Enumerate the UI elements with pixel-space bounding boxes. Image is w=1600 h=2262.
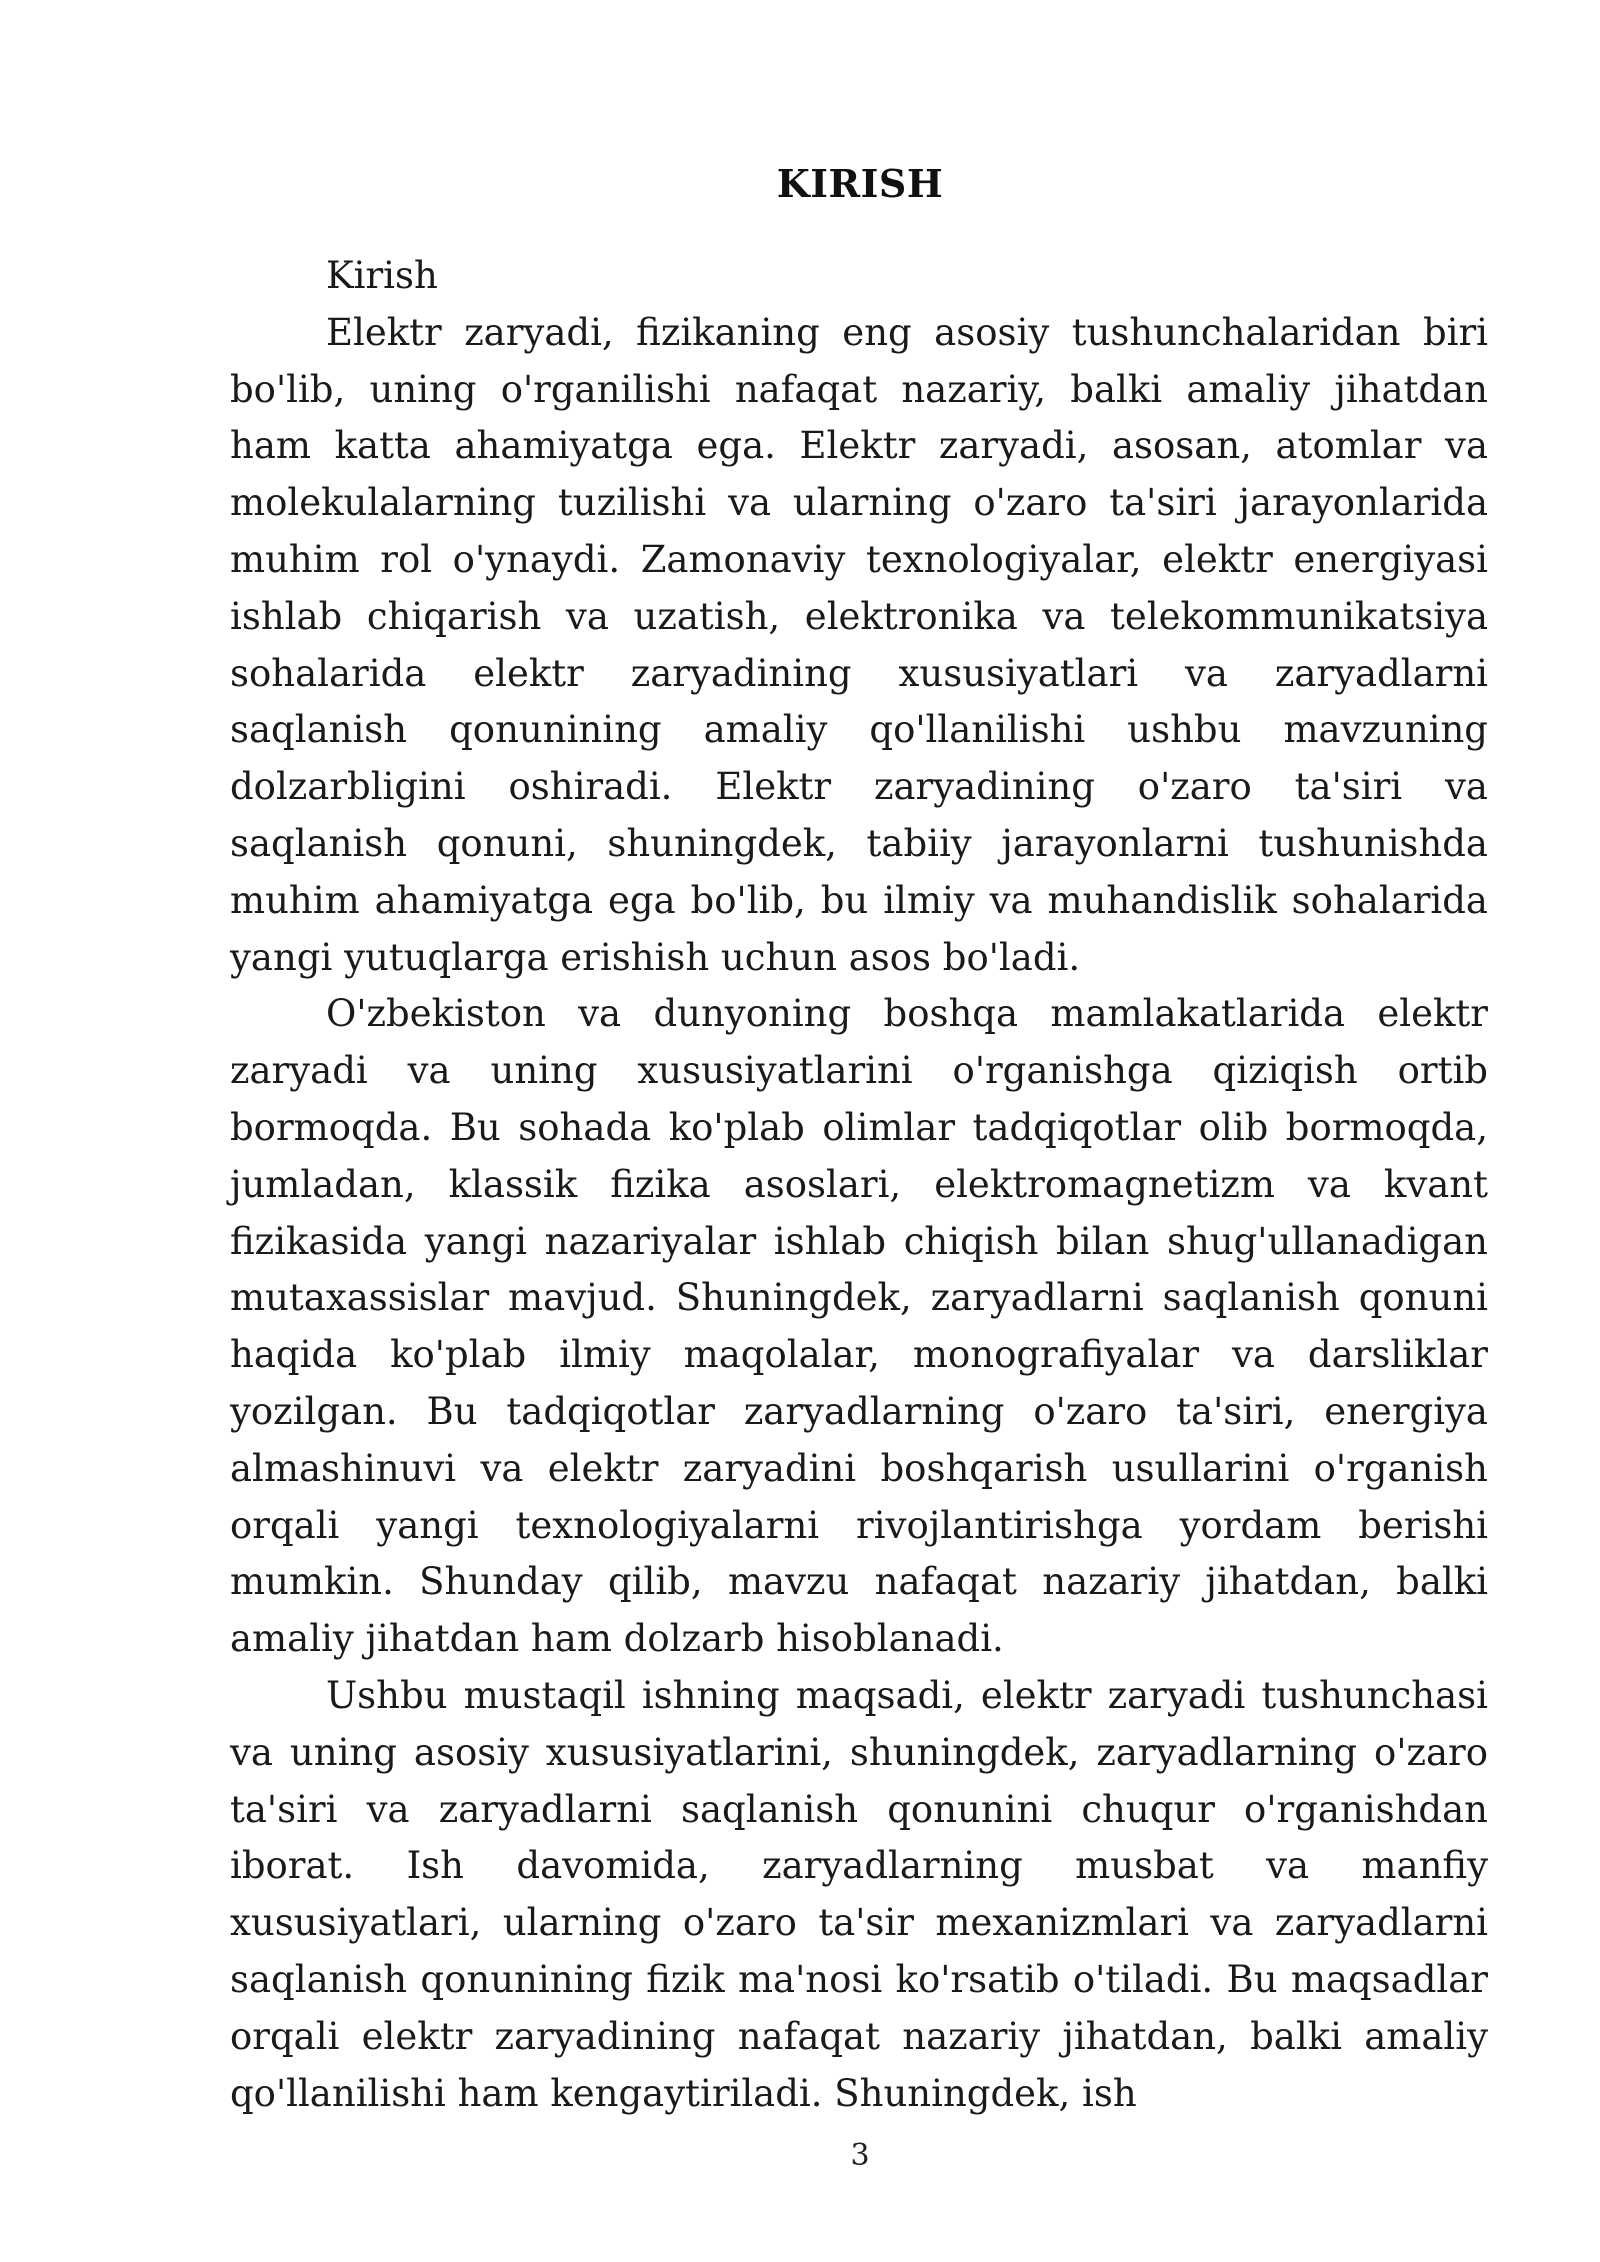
paragraph-3: Ushbu mustaqil ishning maqsadi, elektr zaryadi tushunchasi va uning asosiy xususiyatlarini, shuningdek, zaryadlarning o'zaro ta'siri va zaryadlarni saqlanish qonunini chuqur o'rganishdan iborat. Ish davomida, zaryadlarning musbat va manfiy xususiyatlari, ularning o'zaro ta'sir mexanizmlari va zaryadlarni saqlanish qonunining fizik ma'nosi ko'rsatib o'tiladi. Bu maqsadlar orqali elektr zaryadining nafaqat nazariy jihatdan, balki amaliy qo'llanilishi ham kengaytiriladi. Shuningdek, ish	[230, 1673, 1488, 2115]
page-number: 3	[850, 2138, 870, 2173]
paragraph-2: O'zbekiston va dunyoning boshqa mamlakatlarida elektr zaryadi va uning xususiyatlarini o'rganishga qiziqish ortib bormoqda. Bu sohada ko'plab olimlar tadqiqotlar olib bormoqda, jumladan, klassik fizika asoslari, elektromagnetizm va kvant fizikasida yangi nazariyalar ishlab chiqish bilan shug'ullanadigan mutaxassislar mavjud. Shuningdek, zaryadlarni saqlanish qonuni haqida ko'plab ilmiy maqolalar, monografiyalar va darsliklar yozilgan. Bu tadqiqotlar zaryadlarning o'zaro ta'siri, energiya almashinuvi va elektr zaryadini boshqarish usullarini o'rganish orqali yangi texnologiyalarni rivojlantirishga yordam berishi mumkin. Shunday qilib, mavzu nafaqat nazariy jihatdan, balki amaliy jihatdan ham dolzarb hisoblanadi.	[230, 992, 1488, 1661]
paragraph-1: Elektr zaryadi, fizikaning eng asosiy tushunchalaridan biri bo'lib, uning o'rganilishi nafaqat nazariy, balki amaliy jihatdan ham katta ahamiyatga ega. Elektr zaryadi, asosan, atomlar va molekulalarning tuzilishi va ularning o'zaro ta'siri jarayonlarida muhim rol o'ynaydi. Zamonaviy texnologiyalar, elektr energiyasi ishlab chiqarish va uzatish, elektronika va telekommunikatsiya sohalarida elektr zaryadining xususiyatlari va zaryadlarni saqlanish qonunining amaliy qo'llanilishi ushbu mavzuning dolzarbligini oshiradi. Elektr zaryadining o'zaro ta'siri va saqlanish qonuni, shuningdek, tabiiy jarayonlarni tushunishda muhim ahamiyatga ega bo'lib, bu ilmiy va muhandislik sohalarida yangi yutuqlarga erishish uchun asos bo'ladi.	[230, 310, 1488, 979]
section-title: KIRISH	[776, 161, 944, 206]
body-text	[230, 248, 1488, 2122]
subheading-paragraph: Kirish	[326, 254, 438, 297]
